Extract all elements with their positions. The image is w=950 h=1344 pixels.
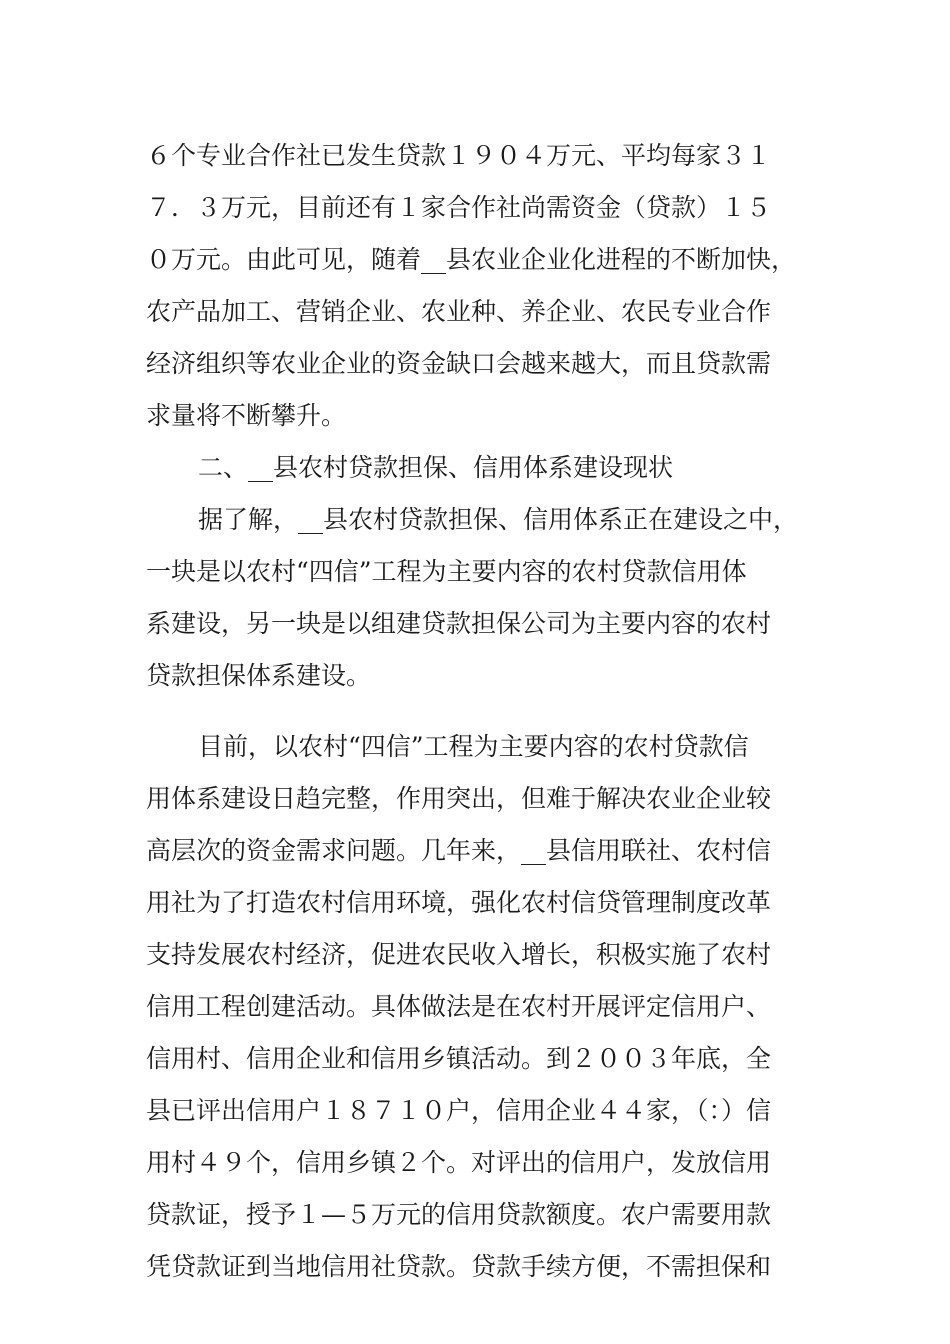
text-line-16: 支持发展农村经济，促进农民收入增长，积极实施了农村	[146, 940, 772, 969]
text-line-18: 信用村、信用企业和信用乡镇活动。到２００３年底，全	[146, 1044, 772, 1073]
text-line-12: 目前，以农村“四信”工程为主要内容的农村贷款信	[198, 732, 749, 761]
text-line-3: ０万元。由此可见，随着__县农业企业化进程的不断加快，	[146, 245, 797, 274]
text-line-13: 用体系建设日趋完整，作用突出，但难于解决农业企业较	[146, 784, 772, 813]
text-line-4: 农产品加工、营销企业、农业种、养企业、农民专业合作	[146, 297, 772, 326]
text-line-10: 系建设，另一块是以组建贷款担保公司为主要内容的农村	[146, 609, 772, 638]
text-line-15: 用社为了打造农村信用环境，强化农村信贷管理制度改革	[146, 888, 772, 917]
text-line-5: 经济组织等农业企业的资金缺口会越来越大，而且贷款需	[146, 349, 772, 378]
section-heading: 二、__县农村贷款担保、信用体系建设现状	[198, 453, 674, 482]
text-line-19: 县已评出信用户１８７１０户，信用企业４４家，（：）信	[146, 1096, 772, 1125]
text-line-21: 贷款证，授予１—５万元的信用贷款额度。农户需要用款	[146, 1200, 772, 1229]
text-line-1: ６个专业合作社已发生贷款１９０４万元、平均每家３１	[146, 141, 772, 170]
text-line-6: 求量将不断攀升。	[146, 401, 347, 430]
text-line-20: 用村４９个，信用乡镇２个。对评出的信用户，发放信用	[146, 1148, 772, 1177]
text-line-8: 据了解，__县农村贷款担保、信用体系正在建设之中，	[198, 505, 799, 534]
text-line-9: 一块是以农村“四信”工程为主要内容的农村贷款信用体	[146, 557, 747, 586]
text-line-22: 凭贷款证到当地信用社贷款。贷款手续方便，不需担保和	[146, 1252, 772, 1281]
text-line-11: 贷款担保体系建设。	[146, 661, 372, 690]
text-line-2: ７．３万元，目前还有１家合作社尚需资金（贷款）１５	[146, 193, 772, 222]
text-line-14: 高层次的资金需求问题。几年来，__县信用联社、农村信	[146, 836, 772, 865]
text-line-17: 信用工程创建活动。具体做法是在农村开展评定信用户、	[146, 992, 772, 1021]
